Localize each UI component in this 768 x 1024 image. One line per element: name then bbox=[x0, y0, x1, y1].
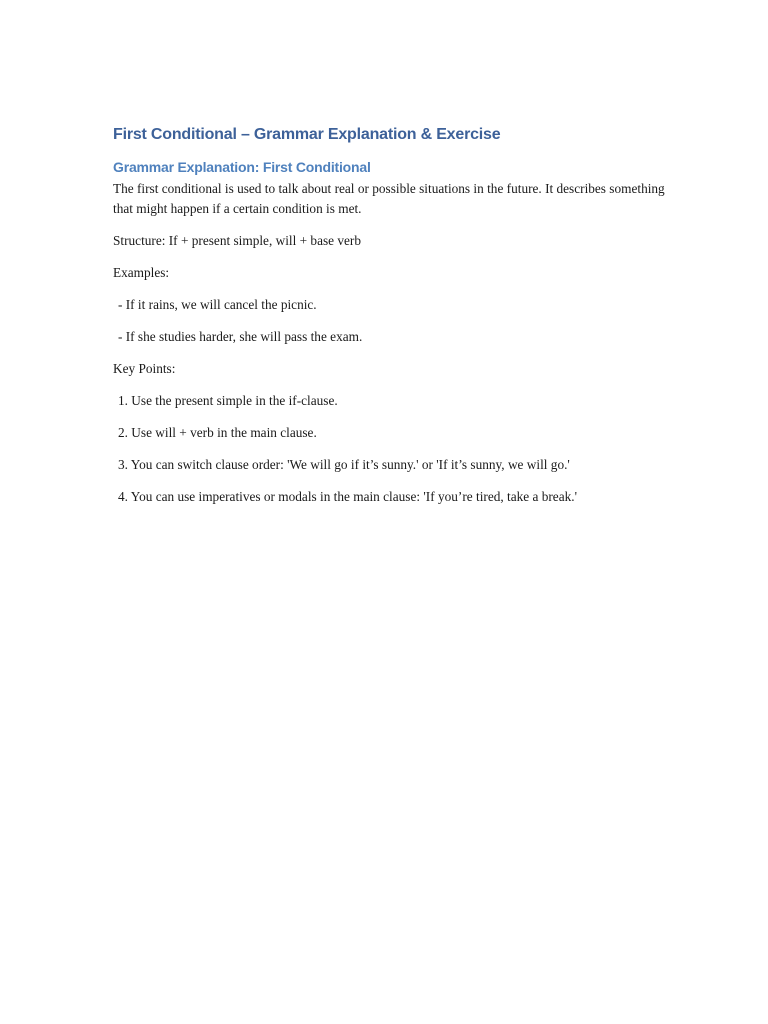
structure-line: Structure: If + present simple, will + base verb bbox=[113, 232, 361, 248]
example-item: - If it rains, we will cancel the picnic. bbox=[118, 296, 317, 312]
intro-paragraph: The first conditional is used to talk about real or possible situations in the future. It describes something that might happen if a certain condition is met. bbox=[113, 181, 665, 216]
document-title: First Conditional – Grammar Explanation & Exercise bbox=[113, 126, 501, 143]
section-heading: Grammar Explanation: First Conditional bbox=[113, 159, 371, 175]
examples-label: Examples: bbox=[113, 264, 170, 280]
document-page bbox=[113, 120, 673, 506]
example-item: - If she studies harder, she will pass the exam. bbox=[118, 328, 363, 344]
key-point-item: 1. Use the present simple in the if-clause. bbox=[118, 392, 338, 408]
key-point-item: 2. Use will + verb in the main clause. bbox=[118, 424, 317, 440]
key-point-item: 4. You can use imperatives or modals in the main clause: 'If you’re tired, take a break.' bbox=[118, 488, 577, 504]
key-point-item: 3. You can switch clause order: 'We will go if it’s sunny.' or 'If it’s sunny, we will go.' bbox=[118, 456, 570, 472]
key-points-label: Key Points: bbox=[113, 360, 176, 376]
